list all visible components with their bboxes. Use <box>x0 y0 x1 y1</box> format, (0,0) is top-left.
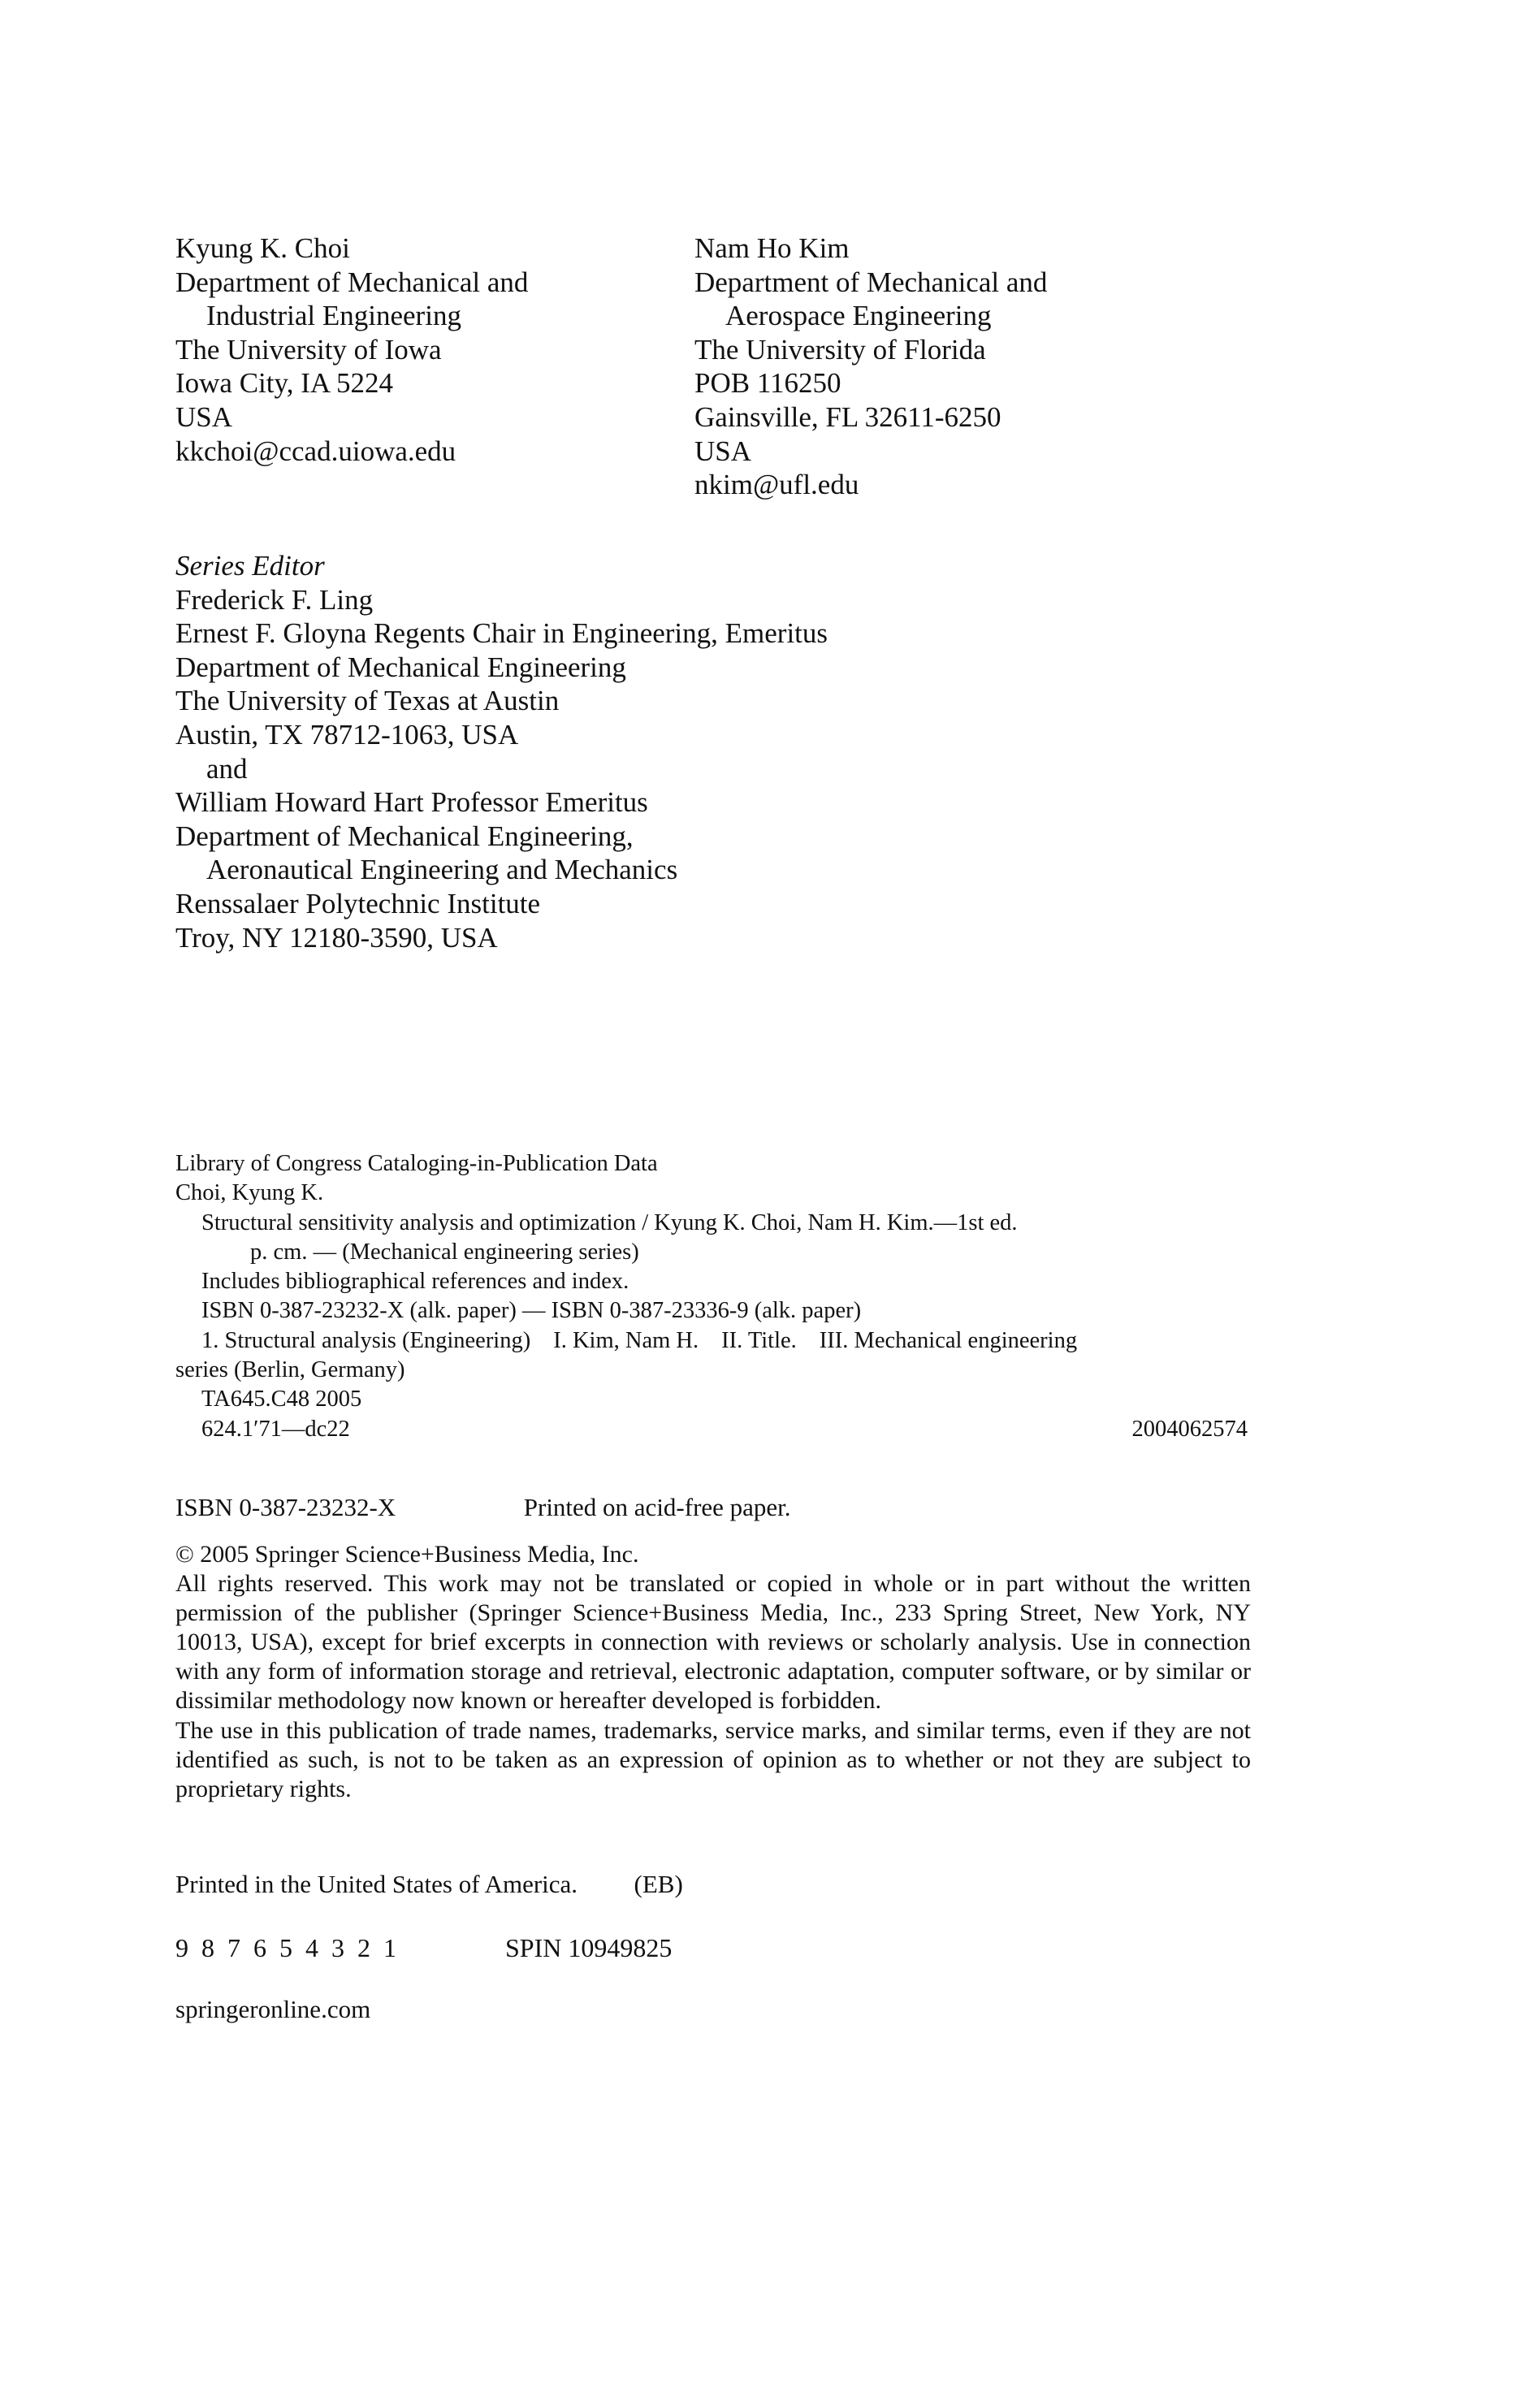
spin-number: SPIN 10949825 <box>505 1933 673 1962</box>
cip-subjects <box>175 1326 1248 1356</box>
editor-line: Frederick F. Ling <box>175 583 374 616</box>
editor-line: Austin, TX 78712-1063, USA <box>175 718 519 751</box>
isbn-row <box>175 1493 791 1522</box>
cip-includes: Includes bibliographical references and index. <box>201 1269 629 1295</box>
cip-subject-3: II. Title. <box>721 1327 797 1353</box>
cip-classification-row <box>175 1415 1248 1444</box>
editor-line: Department of Mechanical Engineering, <box>175 820 634 852</box>
editor-line: Troy, NY 12180-3590, USA <box>175 921 498 954</box>
isbn: ISBN 0-387-23232-X <box>175 1493 396 1521</box>
acid-free-note: Printed on acid-free paper. <box>523 1493 791 1521</box>
cip-isbn-line: ISBN 0-387-23232-X (alk. paper) — ISBN 0-387-23336-9 (alk. paper) <box>201 1298 862 1324</box>
cip-lccn: 2004062574 <box>1131 1416 1248 1442</box>
cip-block <box>175 1149 1248 1444</box>
author-country: USA <box>175 400 233 433</box>
author-email: kkchoi@ccad.uiowa.edu <box>175 435 456 467</box>
cip-author: Choi, Kyung K. <box>175 1180 324 1206</box>
author-university: The University of Florida <box>694 333 986 366</box>
printer-code: (EB) <box>634 1870 683 1898</box>
printed-row <box>175 1870 683 1899</box>
print-line: 9 8 7 6 5 4 3 2 1 <box>175 1933 396 1962</box>
rights-paragraph: All rights reserved. This work may not be translated or copied in whole or in part without the written permission of the publisher (Springer Science+Business Media, Inc., 233 Spring Street, New York, NY 10013, USA), except for brief excerpts in connection with reviews or scholarly analysis. Use in connection with any form of information storage and retrieval, electronic adaptation, computer software, or by similar or dissimilar methodology now known or hereafter developed is forbidden. <box>175 1570 1251 1715</box>
author-email: nkim@ufl.edu <box>694 469 859 501</box>
cip-pages-line: p. cm. — (Mechanical engineering series) <box>250 1239 639 1265</box>
editor-line: Aeronautical Engineering and Mechanics <box>206 854 678 886</box>
author-university: The University of Iowa <box>175 333 442 366</box>
cip-subjects-cont: series (Berlin, Germany) <box>175 1357 405 1383</box>
cip-subject-4: III. Mechanical engineering <box>819 1327 1078 1353</box>
author-dept: Department of Mechanical and <box>694 266 1048 298</box>
series-editor-heading: Series Editor <box>175 550 325 582</box>
author-city: Gainsville, FL 32611-6250 <box>694 400 1001 433</box>
editor-line: Department of Mechanical Engineering <box>175 651 626 683</box>
author-dept: Department of Mechanical and <box>175 266 529 298</box>
print-line-row <box>175 1933 672 1963</box>
copyright-notice <box>175 1540 1251 1804</box>
editor-line: William Howard Hart Professor Emeritus <box>175 786 648 819</box>
cip-heading: Library of Congress Cataloging-in-Publication Data <box>175 1151 658 1176</box>
cip-dewey: 624.1′71—dc22 <box>201 1416 350 1442</box>
cip-subject-1: 1. Structural analysis (Engineering) <box>201 1327 531 1353</box>
editor-line: and <box>206 752 248 785</box>
author-dept-cont: Aerospace Engineering <box>725 300 992 332</box>
publisher-website: springeronline.com <box>175 1995 371 2023</box>
author-block-choi <box>175 231 528 468</box>
printed-in: Printed in the United States of America. <box>175 1870 578 1898</box>
author-dept-cont: Industrial Engineering <box>206 300 461 332</box>
author-name: Nam Ho Kim <box>694 232 850 264</box>
author-name: Kyung K. Choi <box>175 232 350 264</box>
cip-call-number: TA645.C48 2005 <box>201 1387 362 1412</box>
cip-title-line: Structural sensitivity analysis and optimization / Kyung K. Choi, Nam H. Kim.—1st ed. <box>201 1209 1018 1235</box>
cip-subject-2: I. Kim, Nam H. <box>553 1327 699 1353</box>
trademarks-paragraph: The use in this publication of trade names, trademarks, service marks, and similar terms, even if they are not identified as such, is not to be taken as an expression of opinion as to whether or not they are subject to proprietary rights. <box>175 1716 1251 1802</box>
author-pob: POB 116250 <box>694 367 841 400</box>
author-city: Iowa City, IA 5224 <box>175 367 393 400</box>
series-editor-block <box>175 549 828 954</box>
author-country: USA <box>694 435 752 467</box>
editor-line: The University of Texas at Austin <box>175 685 560 717</box>
copyright-line: © 2005 Springer Science+Business Media, Inc. <box>175 1541 639 1568</box>
editor-line: Renssalaer Polytechnic Institute <box>175 887 541 919</box>
editor-line: Ernest F. Gloyna Regents Chair in Engineering, Emeritus <box>175 617 828 650</box>
author-block-kim <box>694 231 1047 502</box>
